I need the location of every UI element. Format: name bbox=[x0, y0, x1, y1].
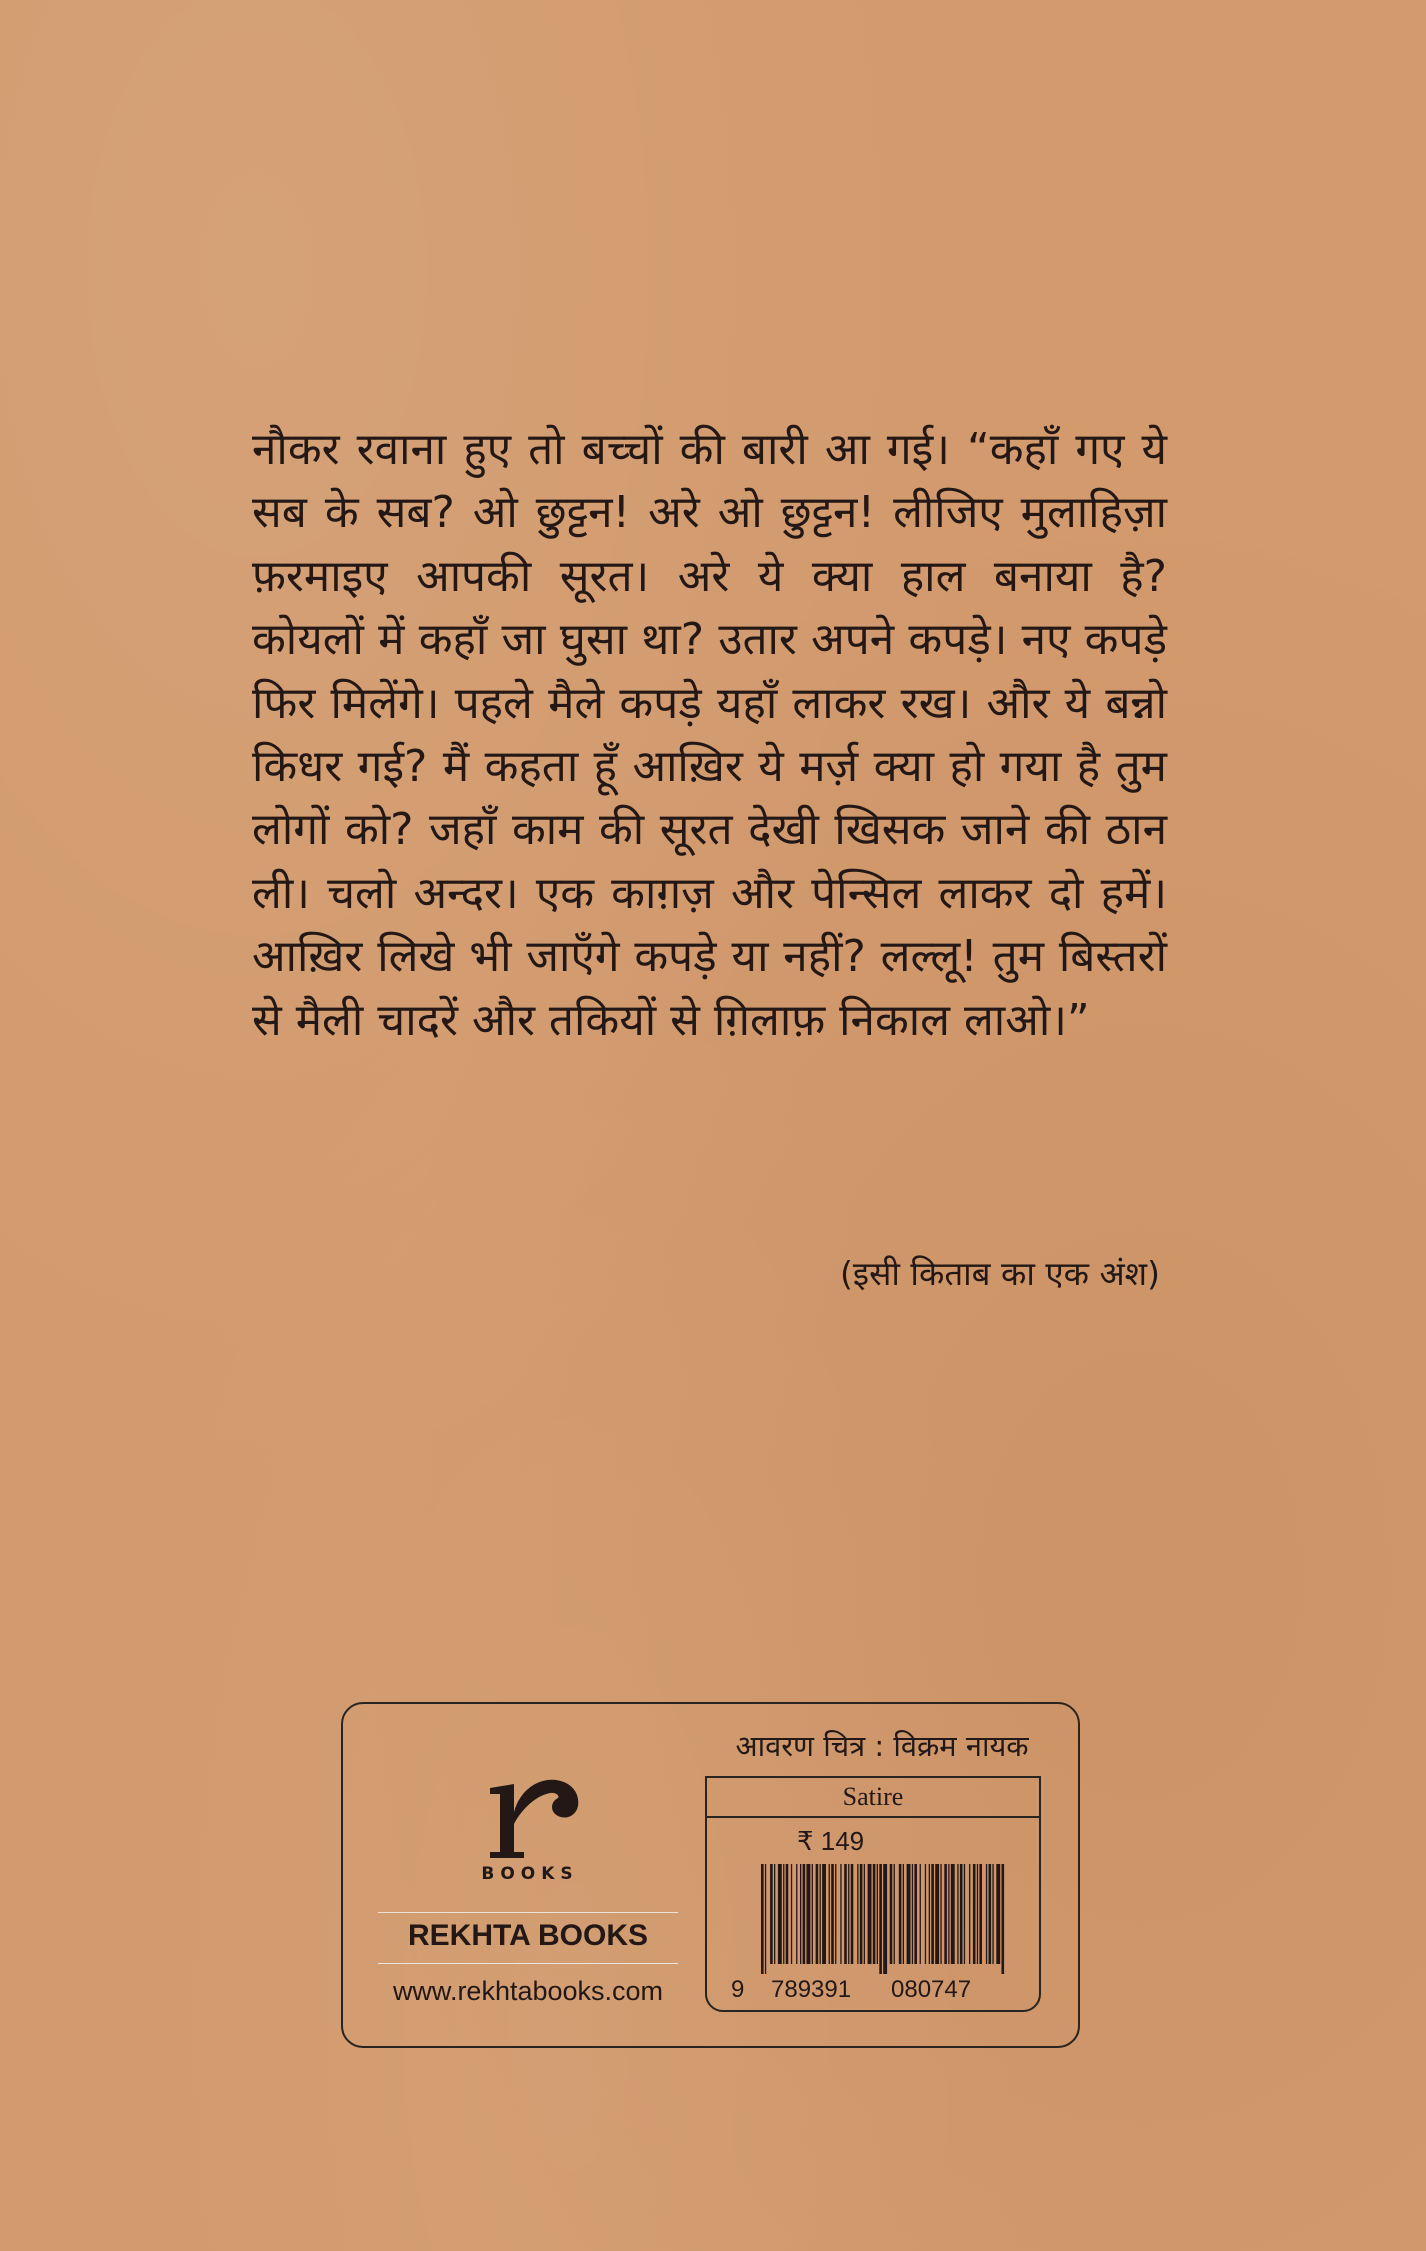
price-label: ₹ 149 bbox=[797, 1826, 865, 1856]
barcode-bar bbox=[960, 1864, 963, 1964]
isbn-group-1: 789391 bbox=[771, 1976, 852, 2003]
barcode-bar bbox=[857, 1864, 858, 1964]
barcode-bar bbox=[774, 1864, 775, 1964]
barcode-bar bbox=[931, 1864, 934, 1964]
barcode-bar bbox=[940, 1864, 941, 1964]
barcode-bar bbox=[951, 1864, 955, 1964]
barcode-bar bbox=[783, 1864, 784, 1964]
barcode-icon bbox=[759, 1864, 1005, 1974]
barcode-box bbox=[705, 1776, 1041, 2012]
barcode-bar bbox=[977, 1864, 978, 1964]
category-label: Satire bbox=[707, 1778, 1039, 1818]
barcode-bar bbox=[894, 1864, 895, 1964]
barcode-bar bbox=[844, 1864, 847, 1964]
barcode-bar bbox=[964, 1864, 965, 1964]
barcode-bar bbox=[873, 1864, 876, 1964]
barcode-bar bbox=[973, 1864, 976, 1964]
barcode-bar bbox=[800, 1864, 801, 1964]
blurb-text: नौकर रवाना हुए तो बच्चों की बारी आ गई। “कहाँ गए ये सब के सब? ओ छुट्टन! अरे ओ छुट्टन! लीजिए मुलाहिज़ा फ़रमाइए आपकी सूरत। अरे ये क्या हाल बनाया है? कोयलों में कहाँ जा घुसा था? उतार अपने कपड़े। नए कपड़े फिर मिलेंगे। पहले मैले कपड़े यहाँ लाकर रख। और ये बन्नो किधर गई? मैं कहता हूँ आख़िर ये मर्ज़ क्या हो गया है तुम लोगों को? जहाँ काम की सूरत देखी खिसक जाने की ठान ली। चलो अन्दर। एक काग़ज़ और पेन्सिल लाकर दो हमें। आख़िर लिखे भी जाएँगे कपड़े या नहीं? लल्लू! तुम बिस्तरों से मैली चादरें और तकियों से ग़िलाफ़ निकाल लाओ।” bbox=[252, 424, 1167, 1046]
blurb-source: (इसी किताब का एक अंश) bbox=[840, 1254, 1160, 1293]
barcode-bar bbox=[840, 1864, 841, 1964]
barcode-bar bbox=[864, 1864, 865, 1964]
cover-credit: आवरण चित्र : विक्रम नायक bbox=[735, 1729, 1029, 1763]
barcode-bar bbox=[969, 1864, 970, 1964]
barcode-bar bbox=[879, 1864, 882, 1974]
barcode-bar bbox=[786, 1864, 789, 1964]
rekhta-logo-icon bbox=[476, 1772, 586, 1862]
barcode-bar bbox=[979, 1864, 982, 1964]
barcode-bar bbox=[899, 1864, 902, 1964]
barcode-bar bbox=[822, 1864, 826, 1964]
barcode-bar bbox=[835, 1864, 836, 1964]
barcode-bar bbox=[992, 1864, 993, 1964]
barcode-bar bbox=[944, 1864, 947, 1964]
barcode-bar bbox=[996, 1864, 1000, 1964]
barcode-bar bbox=[816, 1864, 819, 1964]
barcode-bar bbox=[803, 1864, 806, 1964]
barcode-bar bbox=[948, 1864, 949, 1964]
barcode-bar bbox=[877, 1864, 878, 1964]
barcode-bar bbox=[883, 1864, 887, 1974]
barcode-bar bbox=[920, 1864, 921, 1964]
barcode-bar bbox=[989, 1864, 992, 1964]
barcode-bar bbox=[831, 1864, 834, 1964]
barcode-bar bbox=[791, 1864, 792, 1964]
barcode-bar bbox=[807, 1864, 811, 1964]
publisher-name: REKHTA BOOKS bbox=[378, 1912, 678, 1964]
barcode-bar bbox=[778, 1864, 782, 1964]
barcode-bar bbox=[929, 1864, 930, 1964]
barcode-bar bbox=[765, 1864, 766, 1974]
barcode-bar bbox=[770, 1864, 773, 1964]
barcode-bar bbox=[986, 1864, 987, 1964]
barcode-bar bbox=[848, 1864, 849, 1964]
barcode-bar bbox=[935, 1864, 939, 1964]
barcode-bar bbox=[925, 1864, 926, 1964]
barcode-bar bbox=[829, 1864, 830, 1964]
barcode-bar bbox=[860, 1864, 863, 1964]
barcode-bar bbox=[820, 1864, 821, 1964]
barcode-bar bbox=[761, 1864, 764, 1974]
barcode-bar bbox=[912, 1864, 913, 1964]
logo-wordmark: BOOKS bbox=[481, 1864, 579, 1884]
barcode-bar bbox=[957, 1864, 958, 1964]
isbn-prefix: 9 bbox=[731, 1976, 745, 2003]
barcode-bar bbox=[1002, 1864, 1005, 1974]
barcode-bar bbox=[796, 1864, 797, 1964]
publisher-website[interactable]: www.rekhtabooks.com bbox=[392, 1976, 664, 2006]
barcode-bar bbox=[914, 1864, 917, 1964]
barcode-bar bbox=[851, 1864, 854, 1964]
barcode-bar bbox=[890, 1864, 893, 1964]
barcode-bar bbox=[812, 1864, 813, 1964]
barcode-bar bbox=[903, 1864, 904, 1964]
isbn-group-2: 080747 bbox=[891, 1976, 972, 2003]
barcode-bar bbox=[907, 1864, 911, 1964]
barcode-bar bbox=[868, 1864, 872, 1964]
